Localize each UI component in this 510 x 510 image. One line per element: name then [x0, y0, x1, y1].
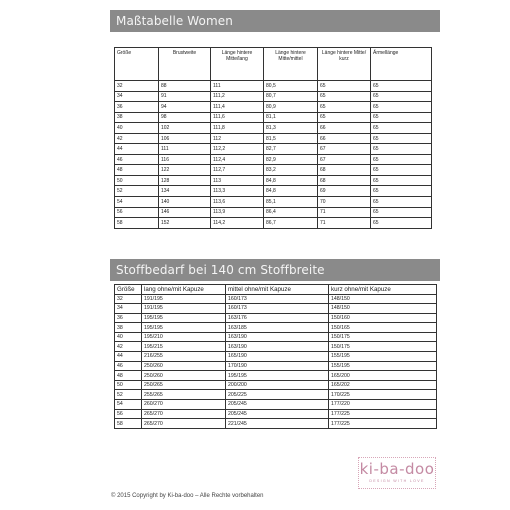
table-cell: 177/220 — [329, 400, 437, 410]
size-chart-title: Maßtabelle Women — [110, 10, 440, 32]
table-cell: 200/200 — [226, 380, 329, 390]
table-cell: 68 — [318, 165, 371, 176]
table-cell: 38 — [115, 323, 142, 333]
table-cell: 163/190 — [226, 342, 329, 352]
table-cell: 94 — [159, 102, 211, 113]
table-row — [115, 313, 437, 323]
table-cell: 122 — [159, 165, 211, 176]
table-cell: 81,3 — [264, 123, 318, 134]
table-row — [115, 102, 432, 113]
table-cell: 65 — [371, 81, 432, 92]
table-cell: 113,9 — [211, 207, 264, 218]
table-cell: 112,2 — [211, 144, 264, 155]
table-cell: 65 — [371, 175, 432, 186]
table-cell: 65 — [371, 218, 432, 229]
table-cell: 160/173 — [226, 304, 329, 314]
table-cell: 265/270 — [142, 409, 226, 419]
table-cell: 32 — [115, 81, 159, 92]
table-cell: 46 — [115, 154, 159, 165]
table-cell: 80,9 — [264, 102, 318, 113]
table-cell: 56 — [115, 207, 159, 218]
table-cell: 250/260 — [142, 371, 226, 381]
table-cell: 177/225 — [329, 409, 437, 419]
table-cell: 36 — [115, 313, 142, 323]
size-chart-header-row — [115, 48, 432, 81]
table-row — [115, 323, 437, 333]
table-cell: 165/190 — [226, 352, 329, 362]
table-cell: 205/245 — [226, 409, 329, 419]
table-cell: 260/270 — [142, 400, 226, 410]
table-row — [115, 112, 432, 123]
column-header-size: Größe — [115, 285, 142, 295]
table-cell: 65 — [318, 81, 371, 92]
table-cell: 148/150 — [329, 304, 437, 314]
table-cell: 195/195 — [142, 323, 226, 333]
table-cell: 114,2 — [211, 218, 264, 229]
table-cell: 81,1 — [264, 112, 318, 123]
table-cell: 170/225 — [329, 390, 437, 400]
table-cell: 111 — [159, 144, 211, 155]
table-cell: 70 — [318, 197, 371, 208]
table-row — [115, 91, 432, 102]
table-cell: 165/200 — [329, 371, 437, 381]
table-row — [115, 123, 432, 134]
table-cell: 84,8 — [264, 186, 318, 197]
table-row — [115, 380, 437, 390]
table-cell: 111,6 — [211, 112, 264, 123]
column-header-long: lang ohne/mit Kapuze — [142, 285, 226, 295]
logo-tagline: DESIGN WITH LOVE — [369, 479, 425, 483]
table-cell: 150/175 — [329, 332, 437, 342]
table-cell: 65 — [371, 207, 432, 218]
table-row — [115, 332, 437, 342]
table-cell: 155/195 — [329, 361, 437, 371]
table-cell: 40 — [115, 332, 142, 342]
table-row — [115, 186, 432, 197]
table-cell: 195/195 — [142, 313, 226, 323]
table-cell: 80,7 — [264, 91, 318, 102]
table-row — [115, 361, 437, 371]
table-cell: 54 — [115, 197, 159, 208]
table-cell: 81,5 — [264, 133, 318, 144]
table-cell: 36 — [115, 102, 159, 113]
table-cell: 66 — [318, 123, 371, 134]
table-cell: 65 — [371, 154, 432, 165]
table-row — [115, 154, 432, 165]
fabric-header-row — [115, 285, 437, 295]
table-cell: 65 — [371, 186, 432, 197]
table-row — [115, 352, 437, 362]
table-cell: 68 — [318, 175, 371, 186]
table-cell: 111 — [211, 81, 264, 92]
table-cell: 54 — [115, 400, 142, 410]
table-cell: 65 — [371, 133, 432, 144]
table-row — [115, 294, 437, 304]
table-cell: 195/210 — [142, 332, 226, 342]
table-cell: 250/265 — [142, 380, 226, 390]
table-cell: 44 — [115, 144, 159, 155]
table-cell: 163/185 — [226, 323, 329, 333]
column-header-back-length-medium: Länge hintere Mitte/mittel — [264, 48, 318, 81]
table-cell: 65 — [371, 112, 432, 123]
table-row — [115, 197, 432, 208]
table-row — [115, 175, 432, 186]
table-cell: 205/225 — [226, 390, 329, 400]
table-cell: 98 — [159, 112, 211, 123]
table-cell: 140 — [159, 197, 211, 208]
table-cell: 34 — [115, 91, 159, 102]
table-cell: 255/265 — [142, 390, 226, 400]
table-cell: 134 — [159, 186, 211, 197]
table-row — [115, 409, 437, 419]
table-cell: 155/195 — [329, 352, 437, 362]
table-row — [115, 218, 432, 229]
table-cell: 58 — [115, 419, 142, 429]
brand-logo — [358, 457, 436, 489]
table-cell: 71 — [318, 207, 371, 218]
table-row — [115, 165, 432, 176]
table-cell: 86,7 — [264, 218, 318, 229]
table-cell: 48 — [115, 165, 159, 176]
table-cell: 65 — [371, 91, 432, 102]
table-cell: 163/190 — [226, 332, 329, 342]
table-cell: 216/255 — [142, 352, 226, 362]
table-cell: 82,7 — [264, 144, 318, 155]
table-cell: 195/195 — [226, 371, 329, 381]
table-cell: 102 — [159, 123, 211, 134]
logo-wordmark: ki-ba-doo — [359, 460, 435, 478]
table-cell: 113,6 — [211, 197, 264, 208]
table-cell: 111,8 — [211, 123, 264, 134]
table-row — [115, 342, 437, 352]
table-row — [115, 144, 432, 155]
fabric-requirement-table — [114, 284, 437, 429]
table-cell: 150/160 — [329, 313, 437, 323]
table-cell: 150/165 — [329, 323, 437, 333]
table-row — [115, 400, 437, 410]
table-cell: 86,4 — [264, 207, 318, 218]
table-row — [115, 133, 432, 144]
table-cell: 165/202 — [329, 380, 437, 390]
table-cell: 128 — [159, 175, 211, 186]
table-cell: 85,1 — [264, 197, 318, 208]
column-header-size: Größe — [115, 48, 159, 81]
table-cell: 48 — [115, 371, 142, 381]
table-cell: 146 — [159, 207, 211, 218]
table-cell: 65 — [318, 112, 371, 123]
table-row — [115, 419, 437, 429]
table-cell: 106 — [159, 133, 211, 144]
table-cell: 111,4 — [211, 102, 264, 113]
table-cell: 83,2 — [264, 165, 318, 176]
table-cell: 82,9 — [264, 154, 318, 165]
table-cell: 65 — [318, 91, 371, 102]
table-cell: 80,5 — [264, 81, 318, 92]
table-cell: 66 — [318, 133, 371, 144]
table-cell: 191/195 — [142, 304, 226, 314]
column-header-back-length-long: Länge hintere Mitte/lang — [211, 48, 264, 81]
copyright-footer: © 2015 Copyright by Ki-ba-doo – Alle Rechte vorbehalten — [111, 493, 264, 499]
column-header-bust: Brustweite — [159, 48, 211, 81]
table-cell: 71 — [318, 218, 371, 229]
table-cell: 84,8 — [264, 175, 318, 186]
table-cell: 32 — [115, 294, 142, 304]
table-cell: 65 — [371, 197, 432, 208]
table-cell: 250/260 — [142, 361, 226, 371]
table-cell: 148/150 — [329, 294, 437, 304]
table-cell: 88 — [159, 81, 211, 92]
table-cell: 65 — [371, 123, 432, 134]
table-row — [115, 207, 432, 218]
size-chart-table — [114, 47, 432, 229]
table-cell: 205/245 — [226, 400, 329, 410]
table-cell: 46 — [115, 361, 142, 371]
table-row — [115, 390, 437, 400]
table-cell: 195/215 — [142, 342, 226, 352]
table-cell: 112,4 — [211, 154, 264, 165]
table-cell: 50 — [115, 380, 142, 390]
table-cell: 112,7 — [211, 165, 264, 176]
column-header-back-length-short: Länge hintere Mitte/ kurz — [318, 48, 371, 81]
table-row — [115, 304, 437, 314]
table-cell: 160/173 — [226, 294, 329, 304]
table-cell: 65 — [371, 102, 432, 113]
column-header-medium: mittel ohne/mit Kapuze — [226, 285, 329, 295]
table-cell: 56 — [115, 409, 142, 419]
table-cell: 40 — [115, 123, 159, 134]
table-cell: 44 — [115, 352, 142, 362]
table-cell: 34 — [115, 304, 142, 314]
table-cell: 42 — [115, 133, 159, 144]
fabric-requirement-title: Stoffbedarf bei 140 cm Stoffbreite — [110, 259, 440, 281]
column-header-sleeve-length: Ärmellänge — [371, 48, 432, 81]
table-cell: 177/225 — [329, 419, 437, 429]
table-cell: 116 — [159, 154, 211, 165]
table-row — [115, 81, 432, 92]
table-cell: 221/245 — [226, 419, 329, 429]
table-cell: 113 — [211, 175, 264, 186]
table-cell: 170/190 — [226, 361, 329, 371]
column-header-short: kurz ohne/mit Kapuze — [329, 285, 437, 295]
table-row — [115, 371, 437, 381]
table-cell: 65 — [371, 165, 432, 176]
table-cell: 65 — [371, 144, 432, 155]
table-cell: 191/195 — [142, 294, 226, 304]
table-cell: 67 — [318, 154, 371, 165]
table-cell: 111,2 — [211, 91, 264, 102]
table-cell: 91 — [159, 91, 211, 102]
table-cell: 42 — [115, 342, 142, 352]
table-cell: 69 — [318, 186, 371, 197]
table-cell: 50 — [115, 175, 159, 186]
table-cell: 265/270 — [142, 419, 226, 429]
table-cell: 112 — [211, 133, 264, 144]
table-cell: 58 — [115, 218, 159, 229]
table-cell: 163/176 — [226, 313, 329, 323]
table-cell: 113,3 — [211, 186, 264, 197]
table-cell: 52 — [115, 186, 159, 197]
table-cell: 38 — [115, 112, 159, 123]
table-cell: 152 — [159, 218, 211, 229]
table-cell: 65 — [318, 102, 371, 113]
table-cell: 67 — [318, 144, 371, 155]
table-cell: 52 — [115, 390, 142, 400]
table-cell: 150/175 — [329, 342, 437, 352]
